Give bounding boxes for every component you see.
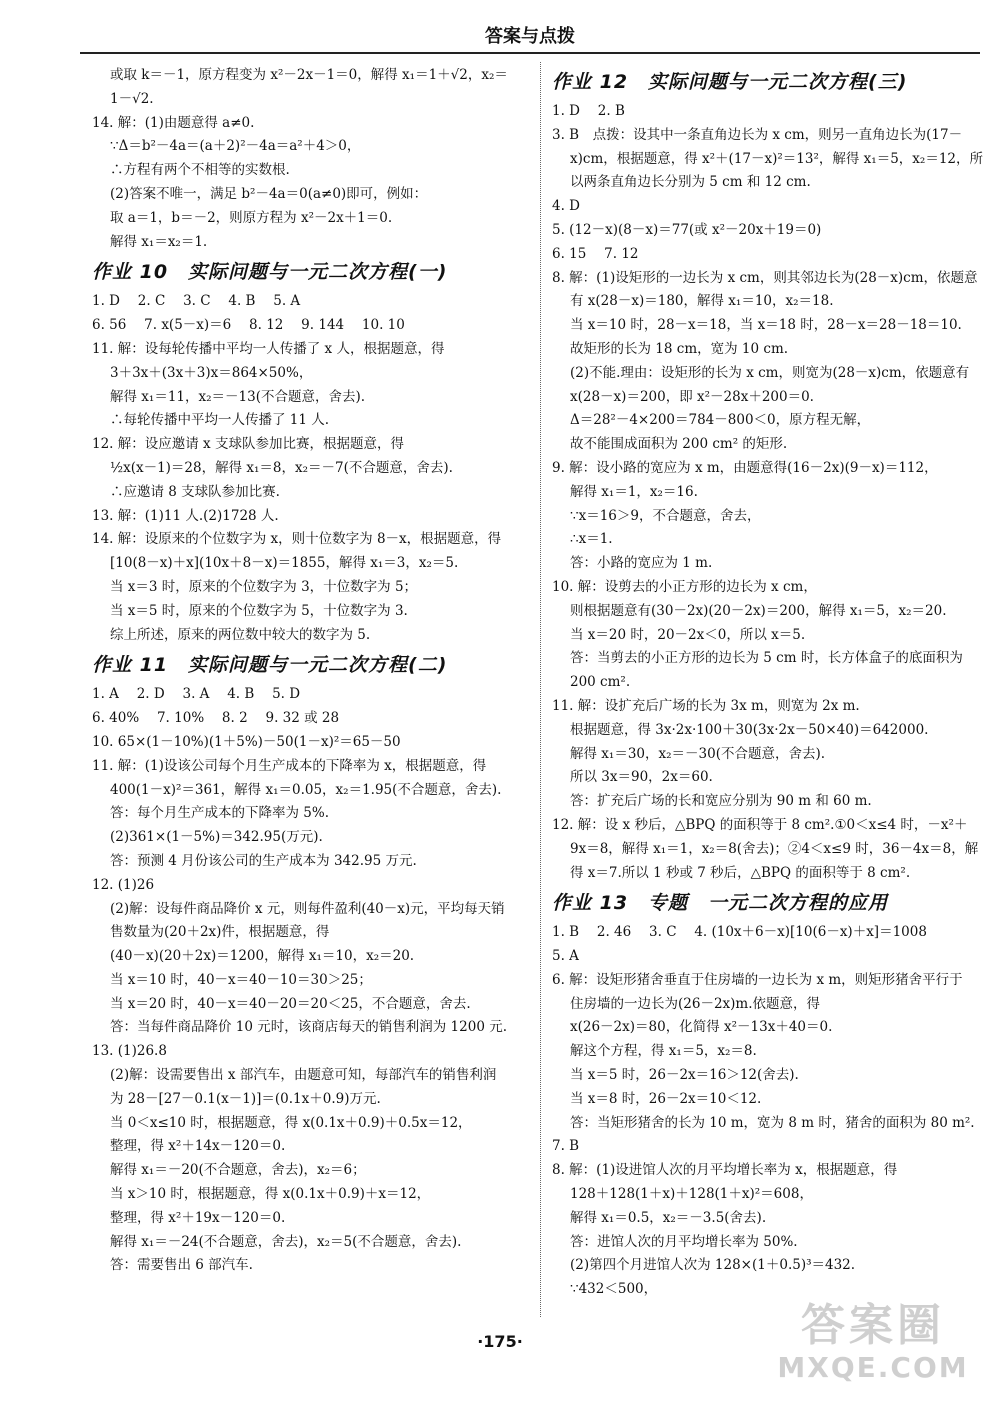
answer-line: ∴x＝1. [570, 531, 613, 548]
answer-line: 得 x＝7.所以 1 秒或 7 秒后，△BPQ 的面积等于 8 cm². [570, 864, 911, 881]
answer-line: 当 x＝5 时，26－2x＝16＞12(舍去). [570, 1067, 799, 1084]
answer-line: 13. 解：(1)11 人.(2)1728 人. [92, 507, 279, 524]
answer-line: 为 28－[27－0.1(x－1)]＝(0.1x＋0.9)万元. [110, 1090, 381, 1107]
answer-line: 3＋3x＋(3x＋3)x＝864×50%， [110, 364, 313, 381]
answer-line: 整理，得 x²＋14x－120＝0. [110, 1138, 286, 1155]
answer-line: 1－√2. [110, 90, 154, 107]
answer-line: 则根据题意有(30－2x)(20－2x)＝200，解得 x₁＝5，x₂＝20. [570, 602, 947, 619]
answer-line: 当 x＝3 时，原来的个位数字为 3，十位数字为 5； [110, 578, 418, 595]
answer-line: 当 x＝5 时，原来的个位数字为 5，十位数字为 3. [110, 602, 408, 619]
answer-line: 5. (12－x)(8－x)＝77(或 x²－20x＋19＝0) [552, 221, 822, 238]
answer-line: 12. (1)26 [92, 876, 155, 893]
answer-line: 6. 56 7. x(5－x)＝6 8. 12 9. 144 10. 10 [92, 317, 405, 334]
answer-line: 解得 x₁＝11，x₂＝－13(不合题意，舍去). [110, 388, 366, 405]
answer-line: 综上所述，原来的两位数中较大的数字为 5. [110, 626, 371, 643]
answer-line: ∵x＝16＞9，不合题意，舍去， [570, 507, 761, 524]
answer-line: (2)解：设每件商品降价 x 元，则每件盈利(40－x)元，平均每天销 [110, 900, 505, 917]
answer-line: x)cm，根据题意，得 x²＋(17－x)²＝13²，解得 x₁＝5，x₂＝12，所 [570, 150, 983, 167]
answer-line: 解这个方程，得 x₁＝5，x₂＝8. [570, 1043, 757, 1060]
column-divider [540, 62, 542, 1317]
answer-line: x(26－2x)＝80，化简得 x²－13x＋40＝0. [570, 1019, 833, 1036]
answer-line: 11. 解：设每轮传播中平均一人传播了 x 人，根据题意，得 [92, 340, 445, 357]
answer-line: 8. 解：(1)设矩形的一边长为 x cm，则其邻边长为(28－x)cm，依题意 [552, 269, 978, 286]
section-title: 作业 11 实际问题与一元二次方程(二) [92, 654, 448, 677]
answer-line: 1. D 2. C 3. C 4. B 5. A [92, 293, 301, 310]
answer-line: 3. B 点拨：设其中一条直角边长为 x cm，则另一直角边长为(17－ [552, 126, 963, 143]
answer-line: 解得 x₁＝0.5，x₂＝－3.5(舍去). [570, 1209, 767, 1226]
answer-line: 答：需要售出 6 部汽车. [110, 1257, 253, 1274]
answer-line: 答：当每件商品降价 10 元时，该商店每天的销售利润为 1200 元. [110, 1019, 507, 1036]
answer-line: 或取 k＝－1，原方程变为 x²－2x－1＝0，解得 x₁＝1＋√2，x₂＝ [110, 67, 508, 83]
answer-line: (2)解：设需要售出 x 部汽车，由题意可知，每部汽车的销售利润 [110, 1067, 497, 1084]
answer-line: 6. 解：设矩形猪舍垂直于住房墙的一边长为 x m，则矩形猪舍平行于 [552, 971, 963, 988]
answer-line: 128＋128(1＋x)＋128(1＋x)²＝608， [570, 1186, 813, 1203]
answer-line: 11. 解：(1)设该公司每个月生产成本的下降率为 x，根据题意，得 [92, 757, 487, 774]
answer-line: ∵432＜500， [570, 1281, 658, 1298]
section-title: 作业 12 实际问题与一元二次方程(三) [552, 71, 908, 93]
section-title: 作业 13 专题 一元二次方程的应用 [552, 892, 889, 915]
answer-line: 答：扩充后广场的长和宽应分别为 90 m 和 60 m. [570, 793, 872, 810]
answer-line: 当 x＝10 时，28－x＝18，当 x＝18 时，28－x＝28－18＝10. [570, 317, 962, 334]
answer-line: 10. 解：设剪去的小正方形的边长为 x cm， [552, 578, 817, 595]
answer-line: 当 x＞10 时，根据题意，得 x(0.1x＋0.9)＋x＝12， [110, 1186, 431, 1203]
answer-line: 以两条直角边长分别为 5 cm 和 12 cm. [570, 174, 811, 191]
answer-line: 14. 解：(1)由题意得 a≠0. [92, 114, 255, 131]
answer-line: 所以 3x＝90，2x＝60. [570, 769, 713, 786]
answer-line: 1. D 2. B [552, 103, 625, 119]
answer-line: 1. A 2. D 3. A 4. B 5. D [92, 686, 301, 703]
answer-line: ½x(x－1)＝28，解得 x₁＝8，x₂＝－7(不合题意，舍去). [110, 459, 453, 476]
answer-line: 10. 65×(1－10%)(1＋5%)－50(1－x)²＝65－50 [92, 733, 401, 750]
answer-line: 5. A [552, 948, 579, 965]
answer-line: 7. B [552, 1138, 580, 1155]
answer-line: 答：当剪去的小正方形的边长为 5 cm 时，长方体盒子的底面积为 [570, 650, 963, 667]
answer-line: 答：进馆人次的月平均增长率为 50%. [570, 1233, 798, 1250]
answer-line: x(28－x)＝200，即 x²－28x＋200＝0. [570, 388, 814, 405]
watermark-text-top: 答案圈 [801, 1300, 945, 1351]
answer-line: 400(1－x)²＝361，解得 x₁＝0.05，x₂＝1.95(不合题意，舍去). [110, 781, 502, 798]
answer-line: 根据题意，得 3x·2x·100＋30(3x·2x－50×40)＝642000. [570, 721, 929, 738]
answer-line: 答：当矩形猪舍的长为 10 m，宽为 8 m 时，猪舍的面积为 80 m². [570, 1114, 975, 1131]
answer-line: 整理，得 x²＋19x－120＝0. [110, 1209, 286, 1226]
answer-line: 答：小路的宽应为 1 m. [570, 555, 713, 572]
watermark-text-bottom: MXQE.COM [777, 1351, 969, 1384]
answer-line: 当 x＝20 时，20－2x＜0，所以 x＝5. [570, 626, 806, 643]
answer-line: 解得 x₁＝1，x₂＝16. [570, 483, 698, 500]
answer-line: 8. 解：(1)设进馆人次的月平均增长率为 x，根据题意，得 [552, 1162, 898, 1179]
answer-line: 当 x＝20 时，40－x＝40－20＝20＜25，不合题意，舍去. [110, 995, 471, 1012]
answer-line: 9x＝8，解得 x₁＝1，x₂＝8(舍去)；②4＜x≤9 时，36－4x＝8，解 [570, 840, 979, 857]
answer-line: 故不能围成面积为 200 cm² 的矩形. [570, 436, 788, 453]
answer-line: 1. B 2. 46 3. C 4. (10x＋6－x)[10(6－x)＋x]＝1008 [552, 924, 927, 941]
answer-line: ∴方程有两个不相等的实数根. [110, 162, 290, 179]
answer-line: 13. (1)26.8 [92, 1043, 167, 1060]
answer-line: 6. 40% 7. 10% 8. 2 9. 32 或 28 [92, 710, 340, 727]
answer-line: 取 a＝1，b＝－2，则原方程为 x²－2x＋1＝0. [110, 209, 393, 226]
watermark-logo [768, 1300, 978, 1390]
answer-line: ∵Δ＝b²－4a＝(a＋2)²－4a＝a²＋4＞0， [110, 138, 361, 155]
answer-line: 住房墙的一边长为(26－2x)m.依题意，得 [570, 995, 821, 1012]
page-number: ·175· [477, 1332, 523, 1351]
answer-line: 当 0＜x≤10 时，根据题意，得 x(0.1x＋0.9)＋0.5x＝12， [110, 1114, 472, 1131]
answer-line: 9. 解：设小路的宽应为 x m，由题意得(16－2x)(9－x)＝112， [552, 459, 938, 476]
answer-line: Δ＝28²－4×200＝784－800＜0，原方程无解， [570, 412, 871, 429]
answer-line: (2)第四个月进馆人次为 128×(1＋0.5)³＝432. [570, 1257, 856, 1274]
answer-line: (2)答案不唯一，满足 b²－4a＝0(a≠0)即可，例如： [110, 185, 428, 202]
answer-line: 4. D [552, 198, 580, 215]
answer-line: 200 cm². [570, 674, 631, 691]
answer-line: 12. 解：设 x 秒后，△BPQ 的面积等于 8 cm².①0＜x≤4 时，－x²＋ [552, 816, 968, 833]
left-column [92, 64, 532, 1278]
answer-line: 当 x＝8 时，26－2x＝10＜12. [570, 1090, 762, 1107]
section-title: 作业 10 实际问题与一元二次方程(一) [92, 261, 448, 284]
right-column [552, 64, 992, 1302]
answer-line: 解得 x₁＝x₂＝1. [110, 233, 208, 250]
answer-line: 6. 15 7. 12 [552, 245, 639, 262]
answer-line: 当 x＝10 时，40－x＝40－10＝30＞25； [110, 971, 372, 988]
answer-line: 解得 x₁＝30，x₂＝－30(不合题意，舍去). [570, 745, 826, 762]
answer-line: [10(8－x)＋x](10x＋8－x)＝1855，解得 x₁＝3，x₂＝5. [110, 555, 459, 572]
answer-line: 11. 解：设扩充后广场的长为 3x m，则宽为 2x m. [552, 697, 860, 714]
answer-line: 解得 x₁＝－24(不合题意，舍去)，x₂＝5(不合题意，舍去). [110, 1233, 462, 1250]
answer-line: 解得 x₁＝－20(不合题意，舍去)，x₂＝6； [110, 1162, 366, 1179]
answer-line: ∴每轮传播中平均一人传播了 11 人. [110, 412, 330, 429]
answer-line: (40－x)(20＋2x)＝1200，解得 x₁＝10，x₂＝20. [110, 948, 415, 965]
answer-line: ∴应邀请 8 支球队参加比赛. [110, 483, 280, 500]
page-header: 答案与点拨 [80, 22, 980, 54]
answer-line: 14. 解：设原来的个位数字为 x，则十位数字为 8－x，根据题意，得 [92, 531, 502, 548]
answer-line: 故矩形的长为 18 cm，宽为 10 cm. [570, 340, 789, 357]
answer-line: 答：预测 4 月份该公司的生产成本为 342.95 万元. [110, 852, 417, 869]
answer-line: 有 x(28－x)＝180，解得 x₁＝10，x₂＝18. [570, 293, 834, 310]
answer-line: 售数量为(20＋2x)件，根据题意，得 [110, 924, 330, 941]
answer-line: 答：每个月生产成本的下降率为 5%. [110, 805, 329, 822]
answer-line: (2)不能.理由：设矩形的长为 x cm，则宽为(28－x)cm，依题意有 [570, 364, 970, 381]
answer-line: 12. 解：设应邀请 x 支球队参加比赛，根据题意，得 [92, 436, 404, 453]
answer-line: (2)361×(1－5%)＝342.95(万元). [110, 829, 323, 846]
